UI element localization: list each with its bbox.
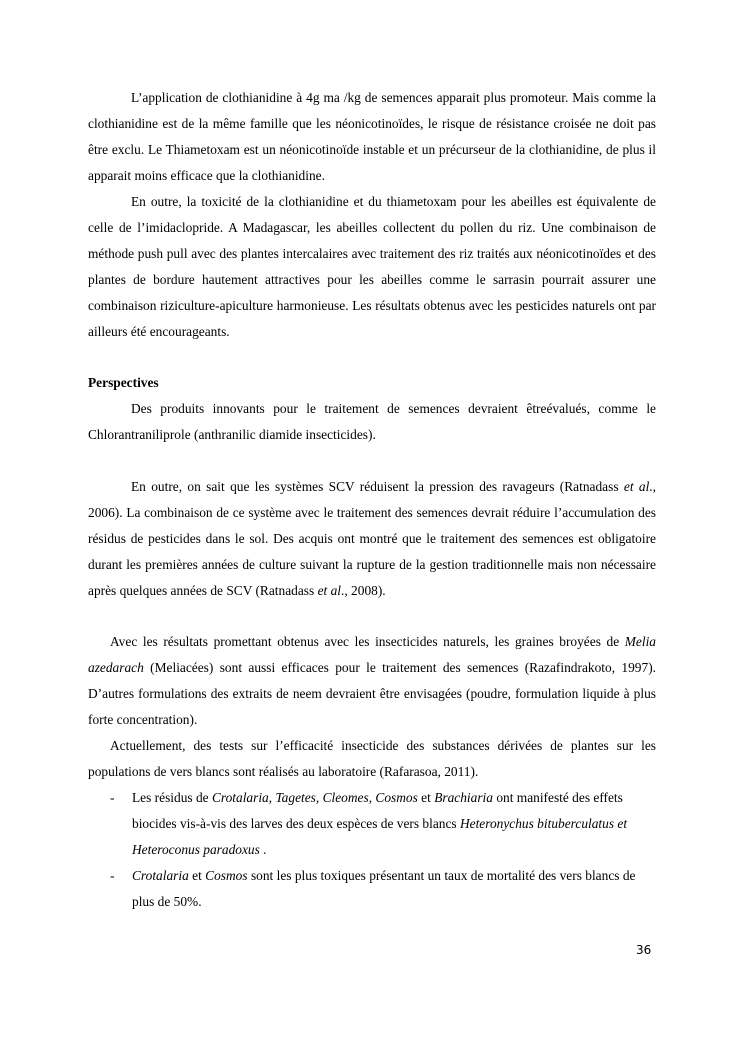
page-number: 36	[636, 943, 652, 957]
text-segment: ., 2006). La combinaison de ce système avec le traitement des semences devrait réduire l’accumulation des résidus de pesticides dans le sol. Des acquis ont montré que le traitement des semences est obligatoire durant les premières années de culture suivant la rupture de la gestion traditionnelle mais non nécessaire après quelques années de SCV (Ratnadass	[88, 479, 656, 598]
text-segment: et	[417, 790, 435, 805]
citation-et-al: et al	[623, 479, 650, 494]
bullet-dash: -	[110, 790, 115, 805]
species-name: Brachiaria	[434, 790, 493, 805]
species-name: Tagetes, Cleomes, Cosmos	[275, 790, 418, 805]
species-name: Cosmos	[205, 868, 248, 883]
text-segment: et	[188, 868, 206, 883]
bullet-item-toxiques	[132, 863, 660, 915]
species-name: Heteronychus bituberculatus et Heteroconus paradoxus	[132, 816, 628, 857]
section-heading-perspectives: Perspectives	[88, 375, 159, 390]
text-segment: En outre, on sait que les systèmes SCV réduisent la pression des ravageurs (Ratnadass	[131, 479, 624, 494]
text-segment: sont les plus toxiques présentant un taux de mortalité des vers blancs de plus de 50%.	[132, 868, 636, 909]
text-segment: ont manifesté des effets biocides vis-à-vis des larves des deux espèces de vers blancs	[132, 790, 623, 831]
paragraph-clothianidine: L’application de clothianidine à 4g ma /kg de semences apparait plus promoteur. Mais comme la clothianidine est de la même famille que les néonicotinoïdes, le risque de résistance croisée ne doit pas être exclu. Le Thiametoxam est un néonicotinoïde instable et un précurseur de la clothianidine, de plus il apparait moins efficace que la clothianidine.	[88, 90, 656, 183]
species-name: Crotalaria	[211, 790, 269, 805]
species-name: Melia azedarach	[88, 634, 656, 675]
species-name: Crotalaria	[132, 868, 189, 883]
bullet-item-residus	[132, 785, 660, 863]
text-segment: .	[259, 842, 267, 857]
bullet-dash: -	[110, 868, 115, 883]
text-segment: Avec les résultats promettant obtenus avec les insecticides naturels, les graines broyées de	[110, 634, 625, 649]
paragraph-melia	[88, 629, 656, 733]
paragraph-tests-laboratoire: Actuellement, des tests sur l’efficacité insecticide des substances dérivées de plantes sur les populations de vers blancs sont réalisés au laboratoire (Rafarasoa, 2011).	[88, 738, 656, 779]
paragraph-produits-innovants: Des produits innovants pour le traitement de semences devraient êtreévalués, comme le Chlorantraniliprole (anthranilic diamide insecticides).	[88, 401, 656, 442]
text-segment: ., 2008).	[341, 583, 386, 598]
citation-et-al: et al	[317, 583, 342, 598]
text-segment: (Meliacées) sont aussi efficaces pour le traitement des semences (Razafindrakoto, 1997). D’autres formulations des extraits de neem devraient être envisagées (poudre, formulation liquide à plus forte concentration).	[88, 660, 656, 727]
text-segment: ,	[268, 790, 276, 805]
paragraph-abeilles: En outre, la toxicité de la clothianidine et du thiametoxam pour les abeilles est équivalente de celle de l’imidaclopride. A Madagascar, les abeilles collectent du pollen du riz. Une combinaison de méthode push pull avec des plantes intercalaires avec traitement des riz traités aux néonicotinoïdes et des plantes de bordure hautement attractives pour les abeilles comme le sarrasin pourrait assurer une combinaison riziculture-apiculture harmonieuse. Les résultats obtenus avec les pesticides naturels ont par ailleurs été encourageants.	[88, 194, 656, 339]
paragraph-scv	[88, 474, 656, 604]
text-segment: Les résidus de	[132, 790, 212, 805]
